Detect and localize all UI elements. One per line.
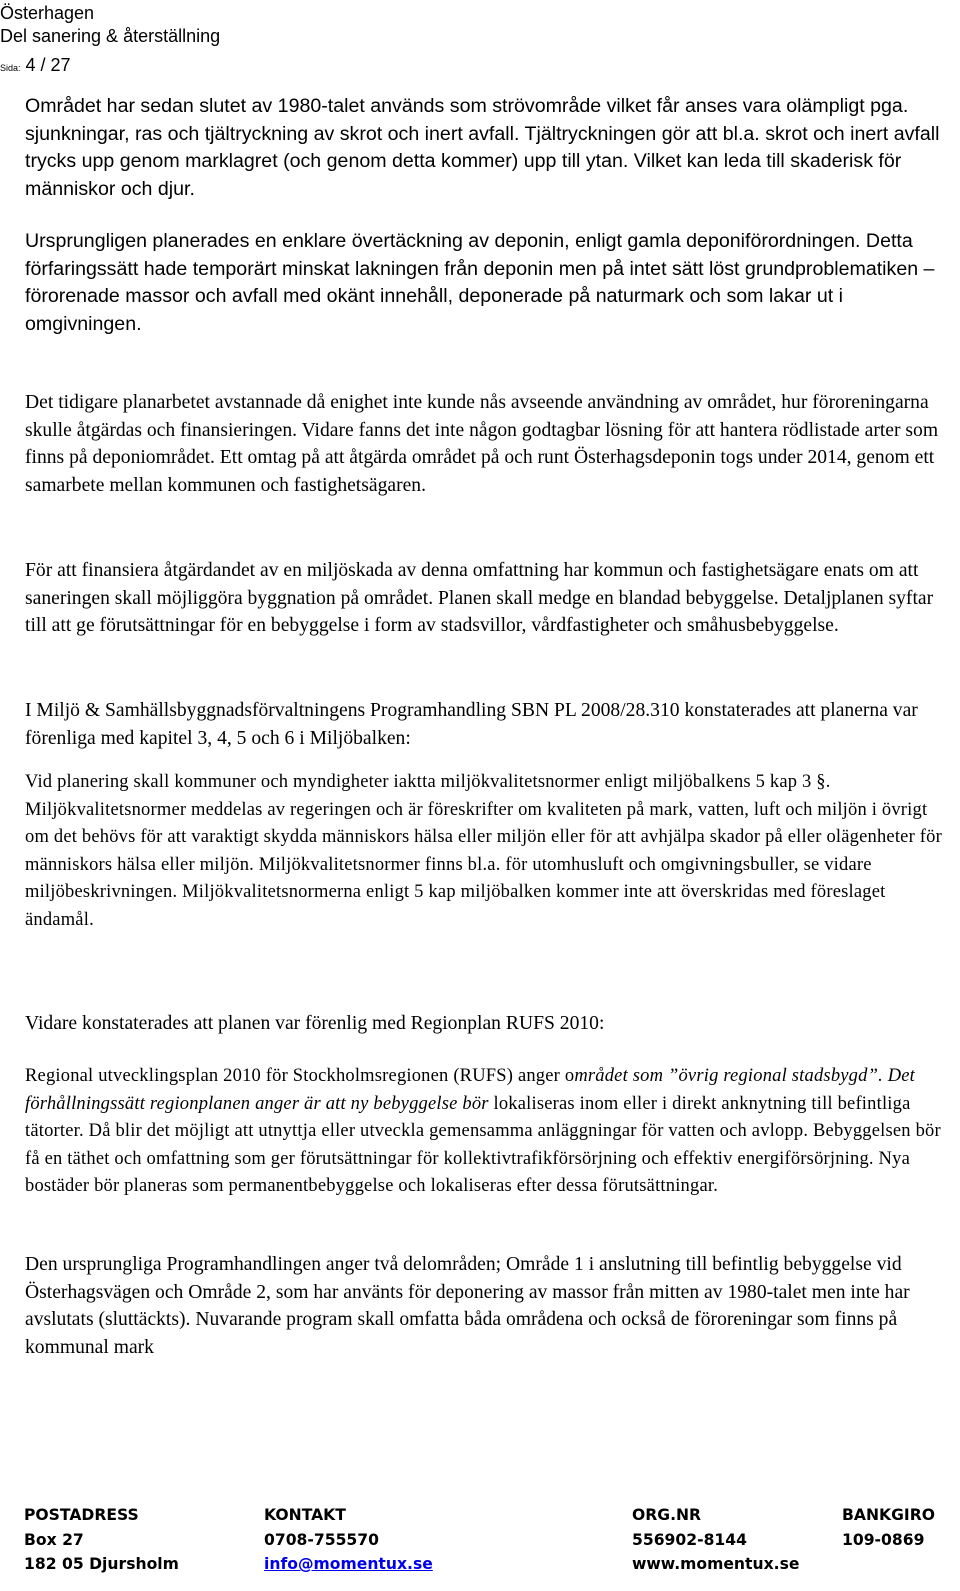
paragraph-1: Området har sedan slutet av 1980-talet används som strövområde vilket får anses vara olämpligt pga. sjunkningar, ras och tjältryckning av skrot och inert avfall. Tjältryckningen gör att bl.a. skrot och inert avfall trycks upp genom marklagret (och genom detta kommer) upp till ytan. Vilket kan leda till skaderisk för människor och djur. xyxy=(25,95,940,200)
footer-bankgiro-label: BANKGIRO xyxy=(842,1506,935,1524)
paragraph-5: I Miljö & Samhällsbyggnadsförvaltningens Programhandling SBN PL 2008/28.310 konstaterades att planerna var förenliga med kapitel 3, 4, 5 och 6 i Miljöbalken: xyxy=(25,700,918,749)
footer-postadress-label: POSTADRESS xyxy=(24,1506,139,1524)
paragraph-7: Den ursprungliga Programhandlingen anger två delområden; Område 1 i anslutning till befintlig bebyggelse vid Österhagsvägen och Område 2, som har använts för deponering av massor från mitten av 1980-talet men inte har avslutats (sluttäckts). Nuvarande program skall omfatta båda områdena och också de föroreningar som finns på kommunal mark xyxy=(25,1254,910,1358)
footer-orgnr-label: ORG.NR xyxy=(632,1506,702,1524)
footer-website[interactable]: www.momentux.se xyxy=(632,1555,800,1573)
footer-postadress-city: 182 05 Djursholm xyxy=(24,1555,179,1573)
footer-email-link[interactable]: info@momentux.se xyxy=(264,1555,433,1573)
footer-kontakt-label: KONTAKT xyxy=(264,1506,346,1524)
footer-bankgiro-value: 109-0869 xyxy=(842,1530,925,1549)
page-prefix: Sida: xyxy=(0,63,21,73)
footer-kontakt xyxy=(264,1503,433,1577)
paragraph-6: Vidare konstaterades att planen var förenlig med Regionplan RUFS 2010: xyxy=(25,1013,605,1034)
footer-postadress xyxy=(24,1503,179,1577)
quote-rufs xyxy=(25,1063,945,1201)
footer-orgnr xyxy=(632,1503,799,1577)
page-header xyxy=(0,2,220,80)
document-subtitle: Del sanering & återställning xyxy=(0,26,221,46)
quote-rufs-italic: mrådet som ”övrig regional stadsbygd”. Det förhållningssätt regionplanen anger är att ny bebyggelse bör xyxy=(25,1066,916,1114)
paragraph-2: Ursprungligen planerades en enklare övertäckning av deponin, enligt gamla deponiförordningen. Detta förfaringssätt hade temporärt minskat lakningen från deponin men på intet sätt löst grundproblematiken – förorenade massor och avfall med okänt innehåll, deponerade på naturmark och som lakar ut i omgivningen. xyxy=(25,230,935,335)
document-title: Österhagen xyxy=(0,3,95,23)
footer-phone: 0708-755570 xyxy=(264,1530,379,1549)
quote-miljobalken: Vid planering skall kommuner och myndigheter iaktta miljökvalitetsnormer enligt miljöbalkens 5 kap 3 §. Miljökvalitetsnormer meddelas av regeringen och är föreskrifter om kvaliteten på mark, vatten, luft och miljön i övrigt om det behövs för att varaktigt skydda människors hälsa eller miljön eller för att avhjälpa skador på eller olägenheter för människors hälsa eller miljön. Miljökvalitetsnormer finns bl.a. för utomhusluft och omgivningsbuller, se vidare miljöbeskrivningen. Miljökvalitetsnormerna enligt 5 kap miljöbalken kommer inte att överskridas med föreslaget ändamål. xyxy=(25,772,942,930)
page-number: 4 / 27 xyxy=(25,55,71,75)
page-indicator xyxy=(0,54,220,80)
quote-rufs-start: Regional utvecklingsplan 2010 för Stockholmsregionen (RUFS) anger o xyxy=(25,1066,575,1086)
paragraph-3: Det tidigare planarbetet avstannade då enighet inte kunde nås avseende användning av området, hur föroreningarna skulle åtgärdas och finansieringen. Vidare fanns det inte någon godtagbar lösning för att hantera rödlistade arter som finns på deponiområdet. Ett omtag på att åtgärda området på och runt Österhagsdeponin togs under 2014, genom ett samarbete mellan kommunen och fastighetsägaren. xyxy=(25,392,939,496)
quote-rufs-end: lokaliseras inom eller i direkt anknytning till befintliga tätorter. Då blir det möjligt att utnyttja eller utveckla gemensamma anläggningar för vatten och avlopp. Bebyggelsen bör få en täthet och omfattning som ger förutsättningar för kollektivtrafikförsörjning och effektiv energiförsörjning. Nya bostäder bör planeras som permanentbebyggelse och lokaliseras efter dessa förutsättningar. xyxy=(25,1093,941,1196)
paragraph-4: För att finansiera åtgärdandet av en miljöskada av denna omfattning har kommun och fastighetsägare enats om att saneringen skall möjliggöra byggnation på området. Planen skall medge en blandad bebyggelse. Detaljplanen syftar till att ge förutsättningar för en bebyggelse i form av stadsvillor, vårdfastigheter och småhusbebyggelse. xyxy=(25,560,934,636)
footer-bankgiro xyxy=(842,1503,935,1552)
footer-postadress-box: Box 27 xyxy=(24,1530,84,1549)
footer-orgnr-value: 556902-8144 xyxy=(632,1530,747,1549)
